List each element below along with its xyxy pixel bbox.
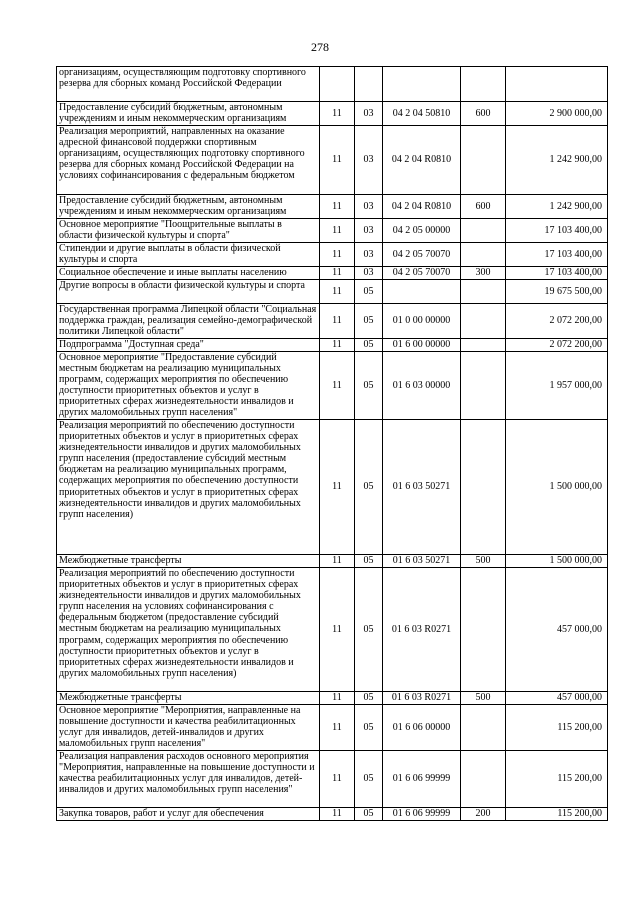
subsection-code: 03 [355, 102, 383, 126]
page-number: 278 [311, 40, 329, 54]
subsection-code: 03 [355, 243, 383, 267]
amount: 2 072 200,00 [506, 304, 608, 339]
amount: 1 242 900,00 [506, 126, 608, 195]
expense-type-code [461, 339, 506, 352]
expense-type-code: 300 [461, 267, 506, 280]
section-code: 11 [320, 339, 355, 352]
item-name: Государственная программа Липецкой области "Социальная поддержка граждан, реализация семейно-демографической политики Липецкой области" [57, 304, 320, 339]
item-name: Межбюджетные трансферты [57, 692, 320, 705]
table-row [57, 102, 608, 126]
section-code: 11 [320, 751, 355, 808]
amount: 19 675 500,00 [506, 280, 608, 304]
amount: 17 103 400,00 [506, 267, 608, 280]
table-row [57, 304, 608, 339]
item-name: Основное мероприятие "Предоставление субсидий местным бюджетам на реализацию муниципальных программ, содержащих мероприятия по обеспечению доступности приоритетных объектов и услуг в приоритетных сферах жизнедеятельности инвалидов и других маломобильных групп населения" [57, 352, 320, 420]
amount: 1 957 000,00 [506, 352, 608, 420]
table-row [57, 705, 608, 751]
subsection-code [355, 67, 383, 102]
section-code: 11 [320, 243, 355, 267]
target-article-code: 04 2 04 50810 [383, 102, 461, 126]
amount: 1 500 000,00 [506, 420, 608, 555]
amount: 2 072 200,00 [506, 339, 608, 352]
section-code: 11 [320, 126, 355, 195]
item-name: Предоставление субсидий бюджетным, автономным учреждениям и иным некоммерческим организациям [57, 102, 320, 126]
subsection-code: 03 [355, 126, 383, 195]
target-article-code: 04 2 04 R0810 [383, 195, 461, 219]
expense-type-code [461, 705, 506, 751]
target-article-code: 01 0 00 00000 [383, 304, 461, 339]
table-row [57, 692, 608, 705]
expense-type-code [461, 67, 506, 102]
budget-table-body [57, 67, 608, 821]
section-code: 11 [320, 219, 355, 243]
section-code: 11 [320, 568, 355, 692]
amount: 1 242 900,00 [506, 195, 608, 219]
item-name: организациям, осуществляющим подготовку спортивного резерва для сборных команд Российской Федерации [57, 67, 320, 102]
section-code: 11 [320, 304, 355, 339]
amount [506, 67, 608, 102]
item-name: Стипендии и другие выплаты в области физической культуры и спорта [57, 243, 320, 267]
section-code: 11 [320, 280, 355, 304]
table-row [57, 195, 608, 219]
table-row [57, 339, 608, 352]
subsection-code: 05 [355, 555, 383, 568]
target-article-code: 01 6 03 50271 [383, 420, 461, 555]
amount: 2 900 000,00 [506, 102, 608, 126]
table-row [57, 267, 608, 280]
target-article-code: 01 6 06 99999 [383, 751, 461, 808]
item-name: Закупка товаров, работ и услуг для обеспечения [57, 808, 320, 821]
expense-type-code [461, 352, 506, 420]
subsection-code: 05 [355, 339, 383, 352]
item-name: Реализация направления расходов основного мероприятия "Мероприятия, направленные на повышение доступности и качества реабилитационных услуг для инвалидов, детей-инвалидов и других маломобильных групп населения" [57, 751, 320, 808]
table-row [57, 420, 608, 555]
section-code: 11 [320, 808, 355, 821]
target-article-code [383, 67, 461, 102]
target-article-code: 04 2 04 R0810 [383, 126, 461, 195]
target-article-code: 01 6 03 R0271 [383, 568, 461, 692]
amount: 1 500 000,00 [506, 555, 608, 568]
target-article-code [383, 280, 461, 304]
section-code: 11 [320, 267, 355, 280]
amount: 115 200,00 [506, 751, 608, 808]
table-row [57, 808, 608, 821]
table-row [57, 243, 608, 267]
amount: 17 103 400,00 [506, 219, 608, 243]
subsection-code: 05 [355, 751, 383, 808]
item-name: Реализация мероприятий, направленных на оказание адресной финансовой поддержки спортивным организациям, осуществляющих подготовку спортивного резерва для сборных команд Российской Федерации на условиях софинансирования с федеральным бюджетом [57, 126, 320, 195]
target-article-code: 01 6 03 50271 [383, 555, 461, 568]
subsection-code: 05 [355, 420, 383, 555]
target-article-code: 04 2 05 70070 [383, 267, 461, 280]
item-name: Основное мероприятие "Мероприятия, направленные на повышение доступности и качества реабилитационных услуг для инвалидов, детей-инвалидов и других маломобильных групп населения" [57, 705, 320, 751]
item-name: Социальное обеспечение и иные выплаты населению [57, 267, 320, 280]
expense-type-code [461, 751, 506, 808]
subsection-code: 05 [355, 692, 383, 705]
section-code [320, 67, 355, 102]
expense-type-code: 600 [461, 102, 506, 126]
expense-type-code [461, 219, 506, 243]
expense-type-code: 500 [461, 692, 506, 705]
budget-table [56, 66, 608, 821]
expense-type-code [461, 304, 506, 339]
item-name: Реализация мероприятий по обеспечению доступности приоритетных объектов и услуг в приоритетных сферах жизнедеятельности инвалидов и других маломобильных групп населения на условиях софинансирования с федеральным бюджетом (предоставление субсидий местным бюджетам на реализацию муниципальных программ, содержащих мероприятия по обеспечению доступности приоритетных объектов и услуг в приоритетных сферах жизнедеятельности инвалидов и других маломобильных групп населения) [57, 568, 320, 692]
subsection-code: 05 [355, 705, 383, 751]
subsection-code: 03 [355, 195, 383, 219]
expense-type-code [461, 568, 506, 692]
section-code: 11 [320, 692, 355, 705]
item-name: Реализация мероприятий по обеспечению доступности приоритетных объектов и услуг в приоритетных сферах жизнедеятельности инвалидов и других маломобильных групп населения (предоставление субсидий местным бюджетам на реализацию муниципальных программ, содержащих мероприятия по обеспечению доступности приоритетных объектов и услуг в приоритетных сферах жизнедеятельности инвалидов и других маломобильных групп населения) [57, 420, 320, 555]
section-code: 11 [320, 555, 355, 568]
section-code: 11 [320, 705, 355, 751]
item-name: Основное мероприятие "Поощрительные выплаты в области физической культуры и спорта" [57, 219, 320, 243]
expense-type-code [461, 420, 506, 555]
amount: 17 103 400,00 [506, 243, 608, 267]
amount: 115 200,00 [506, 705, 608, 751]
expense-type-code [461, 126, 506, 195]
expense-type-code [461, 280, 506, 304]
table-row [57, 568, 608, 692]
subsection-code: 03 [355, 267, 383, 280]
table-row [57, 280, 608, 304]
subsection-code: 05 [355, 568, 383, 692]
amount: 115 200,00 [506, 808, 608, 821]
amount: 457 000,00 [506, 568, 608, 692]
target-article-code: 01 6 00 00000 [383, 339, 461, 352]
section-code: 11 [320, 195, 355, 219]
subsection-code: 03 [355, 219, 383, 243]
expense-type-code: 600 [461, 195, 506, 219]
expense-type-code: 500 [461, 555, 506, 568]
table-row [57, 555, 608, 568]
subsection-code: 05 [355, 352, 383, 420]
subsection-code: 05 [355, 280, 383, 304]
target-article-code: 04 2 05 70070 [383, 243, 461, 267]
item-name: Подпрограмма "Доступная среда" [57, 339, 320, 352]
item-name: Предоставление субсидий бюджетным, автономным учреждениям и иным некоммерческим организациям [57, 195, 320, 219]
table-row [57, 67, 608, 102]
target-article-code: 01 6 06 00000 [383, 705, 461, 751]
subsection-code: 05 [355, 304, 383, 339]
section-code: 11 [320, 102, 355, 126]
table-row [57, 751, 608, 808]
target-article-code: 04 2 05 00000 [383, 219, 461, 243]
expense-type-code [461, 243, 506, 267]
target-article-code: 01 6 03 00000 [383, 352, 461, 420]
target-article-code: 01 6 03 R0271 [383, 692, 461, 705]
section-code: 11 [320, 352, 355, 420]
amount: 457 000,00 [506, 692, 608, 705]
table-row [57, 219, 608, 243]
table-row [57, 352, 608, 420]
expense-type-code: 200 [461, 808, 506, 821]
item-name: Другие вопросы в области физической культуры и спорта [57, 280, 320, 304]
section-code: 11 [320, 420, 355, 555]
table-row [57, 126, 608, 195]
target-article-code: 01 6 06 99999 [383, 808, 461, 821]
subsection-code: 05 [355, 808, 383, 821]
item-name: Межбюджетные трансферты [57, 555, 320, 568]
